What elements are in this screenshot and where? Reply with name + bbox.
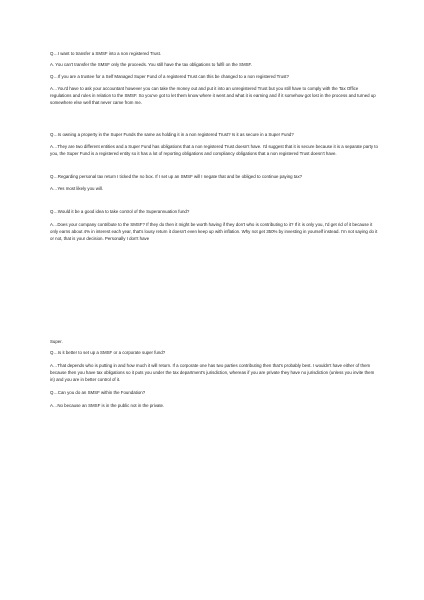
- answer-paragraph: A. You can't transfer the SMSF only the proceeds. You still have the tax obligations to fulfil on the SMSF.: [50, 62, 252, 67]
- question-paragraph: Q…Would it be a good idea to take control of the Superannuation fund?: [50, 209, 190, 214]
- question-paragraph: Q…If you are a trustee for a Self Managed Super Fund of a registered Trust can this be changed to a non registered Trust?: [50, 74, 289, 79]
- answer-paragraph: A…No because an SMSF is in the public not in the private.: [50, 403, 165, 408]
- answer-paragraph: A…They are two different entities and a Super Fund has obligations that a non registered Trust doesn't have. I'd suggest that it is secure because it is a separate party to you, the Super Fund is a registered entity so it has a lot of reporting obligations and compliancy obligations that a non registered Trust doesn't have.: [50, 144, 378, 157]
- question-paragraph: Q…Regarding personal tax return I ticked the no box. If I set up an SMSF will I negate that and be obliged to continue paying tax?: [50, 174, 303, 179]
- question-paragraph: Q…Is it better to set up a SMSF or a corporate super fund?: [50, 350, 166, 355]
- answer-continuation: Super.: [50, 339, 63, 344]
- answer-paragraph: A…Yes most likely you will.: [50, 186, 104, 191]
- question-paragraph: Q…Is owning a property in the Super Funds the same as holding it in a non registered Trust? Is it as secure in a Super Fund?: [50, 132, 294, 137]
- answer-paragraph: A…That depends who is putting in and how much it will return. If a corporate one has two parties contributing then that's probably best. I wouldn't have either of them because then you have tax obligations so it puts you under the tax department's jurisdiction, whereas if you are private they have no jurisdiction (unless you invite them in) and you are in better control of it.: [50, 363, 375, 383]
- question-paragraph: Q…Can you do an SMSF within the Foundation?: [50, 390, 146, 395]
- answer-paragraph: A…Does your company contribute to the SMSF? If they do then it might be worth having if they don't who is contributing to it? If it is only you, I'd get rid of it because it only earns about 4% in interest each year, that's lousy return it doesn't even keep up with inflation. Why not get 350% by investing in yourself instead. I'm not saying do it or not, that is your decision. Personally I don't have: [50, 222, 378, 242]
- answer-paragraph: A…You'd have to ask your accountant however you can take the money out and put it into an unregistered Trust but you still have to comply with the Tax Office regulations and rules in relation to the SMSF. So you've got to let them know where it went and what it is earning and if it somehow got lost in the process and turned up somewhere else well that never came from me.: [50, 86, 376, 106]
- question-paragraph: Q…I want to transfer a SMSF into a non registered Trust.: [50, 51, 162, 56]
